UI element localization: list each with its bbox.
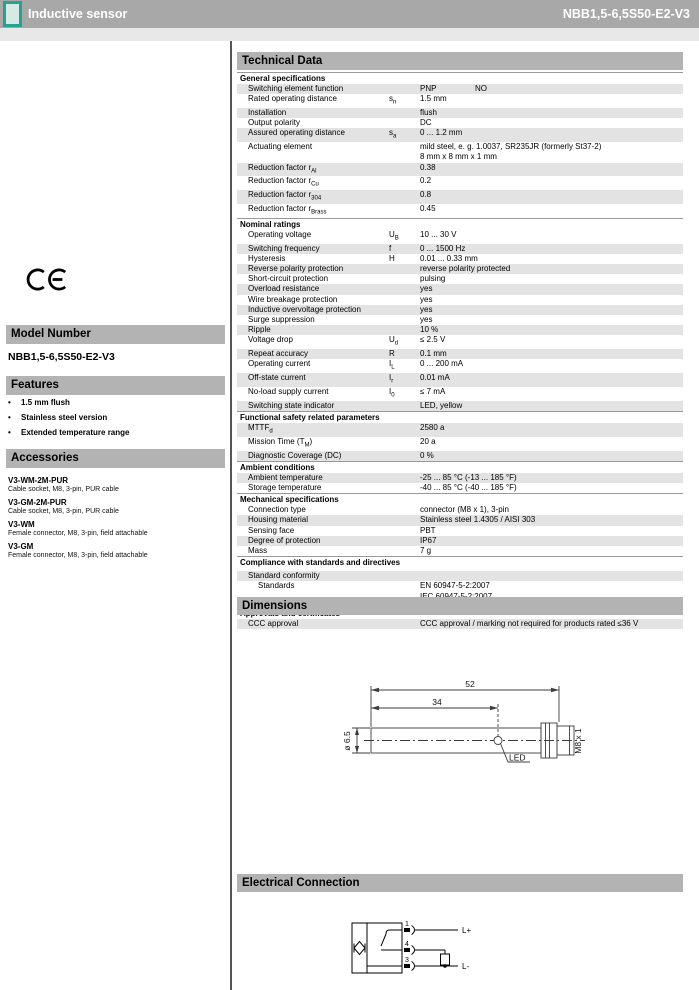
tech-row-label: Rated operating distance: [248, 94, 337, 104]
tech-row-symbol: f: [389, 243, 392, 253]
tech-row: [237, 204, 683, 218]
tech-row-symbol: [389, 295, 420, 305]
dim-led-position-label: 34: [432, 697, 442, 707]
technical-data-table: [237, 72, 683, 629]
tech-row: [237, 335, 683, 349]
tech-row-label: Degree of protection: [248, 535, 321, 545]
tech-row-label: Hysteresis: [248, 253, 286, 263]
tech-row-value: -40 ... 85 °C (-40 ... 185 °F): [420, 483, 517, 493]
tech-row: [237, 163, 683, 177]
tech-row-value: 0.01 ... 0.33 mm: [420, 253, 478, 263]
tech-row-symbol: [389, 108, 420, 118]
tech-row-value: yes: [420, 294, 433, 304]
ce-mark-icon: [26, 266, 66, 298]
dim-total-length-label: 52: [465, 679, 475, 689]
tech-row-symbol: [389, 118, 420, 128]
tech-row-label: Reduction factor $r_{Cu}$: [248, 176, 319, 188]
electrical-connection-section-title: Electrical Connection: [237, 874, 683, 892]
tech-row-label: Storage temperature: [248, 483, 322, 493]
tech-row-label: Voltage drop: [248, 335, 293, 345]
tech-row: [237, 546, 683, 556]
tech-row: [237, 515, 683, 525]
tech-row-value: 0 %: [420, 450, 434, 460]
inductive-sensor-icon: [354, 942, 365, 955]
tech-row-symbol: [389, 401, 420, 411]
tech-row-value: Stainless steel 1.4305 / AISI 303: [420, 515, 536, 525]
tech-row-symbol: $U_d$: [389, 335, 399, 348]
tech-row: [237, 451, 683, 461]
accessory-name: V3-WM: [8, 520, 35, 529]
dimensions-section-title: Dimensions: [237, 597, 683, 615]
feature-item: [8, 413, 223, 422]
led-indicator: [494, 737, 502, 745]
tech-row: [237, 473, 683, 483]
tech-row: [237, 230, 683, 244]
tech-row-value: 0.45: [420, 204, 436, 213]
wiring-diagram: [345, 908, 495, 988]
feature-text: Stainless steel version: [21, 413, 108, 422]
features-list: [8, 398, 223, 443]
tech-row-symbol: [389, 315, 420, 325]
tech-row-label: Switching state indicator: [248, 400, 335, 410]
model-number-section-title: Model Number: [6, 325, 225, 344]
tech-row: [237, 176, 683, 190]
tech-row: [237, 387, 683, 401]
tech-row-label: Standard conformity: [248, 571, 320, 581]
tech-row-label: Actuating element: [248, 142, 313, 152]
tech-section-header: Mechanical specifications: [237, 493, 683, 505]
tech-row-label: Short-circuit protection: [248, 274, 329, 284]
tech-row-value: 10 ... 30 V: [420, 229, 457, 239]
tech-row-value: yes: [420, 284, 433, 294]
tech-row-value: 1.5 mm: [420, 94, 447, 104]
dim-thread-label: M8 x 1: [573, 728, 583, 754]
tech-row-symbol: [389, 505, 420, 515]
accessory-description: Cable socket, M8, 3-pin, PUR cable: [8, 508, 119, 515]
tech-row-label: No-load supply current: [248, 387, 329, 397]
tech-row-symbol: [389, 284, 420, 294]
tech-row: [237, 118, 683, 128]
tech-row-label: Diagnostic Coverage (DC): [248, 450, 342, 460]
tech-row: [237, 526, 683, 536]
pin-4-label: 4: [405, 941, 409, 948]
feature-text: 1.5 mm flush: [21, 398, 70, 407]
tech-row-symbol: $I_L$: [389, 359, 395, 372]
accessory-name: V3-GM-2M-PUR: [8, 498, 67, 507]
tech-row: [237, 108, 683, 118]
tech-row-label: CCC approval: [248, 618, 299, 628]
tech-row-symbol: [389, 437, 420, 451]
tech-row-value: PBT: [420, 525, 436, 535]
feature-item: [8, 428, 223, 437]
model-number-value: NBB1,5-6,5S50-E2-V3: [8, 351, 115, 363]
tech-row: [237, 84, 683, 94]
brand-logo-icon: [3, 1, 22, 27]
tech-row-value: 0.1 mm: [420, 349, 447, 359]
terminal-positive-label: L+: [462, 926, 472, 935]
tech-row-label: Standards: [258, 581, 295, 591]
tech-row-value: pulsing: [420, 274, 446, 284]
tech-row: [237, 244, 683, 254]
tech-row: [237, 325, 683, 335]
tech-row-value-col2: NO: [475, 84, 487, 93]
tech-row-symbol: H: [389, 253, 395, 263]
tech-row-label: Reduction factor $r_{Brass}$: [248, 204, 327, 216]
header-part-number: NBB1,5-6,5S50-E2-V3: [562, 7, 690, 21]
tech-row: [237, 505, 683, 515]
tech-row-label: Ambient temperature: [248, 472, 323, 482]
load-symbol: [441, 954, 450, 965]
tech-row: [237, 483, 683, 493]
tech-row-value: 0 ... 1500 Hz: [420, 243, 466, 253]
tech-row-label: Overload resistance: [248, 284, 320, 294]
tech-section-header: Functional safety related parameters: [237, 411, 683, 423]
tech-row: [237, 315, 683, 325]
tech-row-label: Output polarity: [248, 118, 301, 128]
tech-row-symbol: [389, 473, 420, 483]
tech-row-value: [420, 84, 683, 94]
tech-row: [237, 536, 683, 546]
tech-row-value: ≤ 7 mA: [420, 387, 446, 397]
tech-row-value: 2580 a: [420, 423, 445, 433]
tech-row-value: -25 ... 85 °C (-13 ... 185 °F): [420, 472, 517, 482]
tech-row-value-line: mild steel, e. g. 1.0037, SR235JR (formerly St37-2): [420, 142, 602, 152]
accessory-description: Female connector, M8, 3-pin, field attachable: [8, 552, 148, 559]
pin-3-label: 3: [405, 957, 409, 964]
tech-row-label: Wire breakage protection: [248, 294, 338, 304]
tech-row-symbol: [389, 619, 420, 629]
tech-row-value: DC: [420, 118, 432, 128]
tech-row-symbol: [389, 526, 420, 536]
tech-row: [237, 305, 683, 315]
tech-row-symbol: [389, 423, 420, 437]
tech-row-label: Mass: [248, 546, 268, 556]
tech-row-label: Surge suppression: [248, 315, 315, 325]
tech-row-value: yes: [420, 304, 433, 314]
tech-row-value: 0.01 mA: [420, 373, 450, 383]
feature-text: Extended temperature range: [21, 428, 130, 437]
tech-row-label: Switching frequency: [248, 243, 320, 253]
tech-row: [237, 264, 683, 274]
tech-row-symbol: $I_0$: [389, 387, 395, 399]
tech-row-label: Inductive overvoltage protection: [248, 304, 361, 314]
tech-row-label: Switching element function: [248, 84, 344, 93]
tech-row-symbol: [389, 264, 420, 274]
accessory-description: Cable socket, M8, 3-pin, PUR cable: [8, 486, 119, 493]
tech-row-symbol: [389, 483, 420, 493]
feature-item: [8, 398, 223, 407]
tech-row-value: flush: [420, 108, 437, 117]
tech-row-label: $MTTF_d$: [248, 423, 273, 435]
terminal-negative-label: L-: [462, 962, 470, 971]
tech-row-value: ≤ 2.5 V: [420, 335, 446, 345]
tech-section-header: Nominal ratings: [237, 218, 683, 230]
technical-data-section-title: Technical Data: [237, 52, 683, 70]
tech-row-label: Connection type: [248, 505, 306, 515]
dimension-drawing: [338, 673, 608, 791]
tech-row-label: Assured operating distance: [248, 128, 345, 138]
tech-row-symbol: $U_B$: [389, 229, 399, 242]
tech-row-symbol: $s_a$: [389, 128, 397, 140]
tech-row-value: [420, 571, 683, 581]
tech-row: [237, 359, 683, 373]
tech-row-value-col1: PNP: [420, 84, 437, 93]
tech-row-symbol: [389, 305, 420, 315]
features-section-title: Features: [6, 376, 225, 395]
tech-section-header: Ambient conditions: [237, 461, 683, 473]
tech-row-label: Operating current: [248, 359, 311, 369]
tech-row: [237, 437, 683, 451]
tech-row-value: 0 ... 200 mA: [420, 359, 464, 369]
tech-row: [237, 254, 683, 264]
tech-row-symbol: R: [389, 349, 395, 359]
tech-row-value: 0.2: [420, 176, 432, 186]
tech-row: [237, 94, 683, 108]
tech-row-symbol: [389, 84, 420, 94]
page-title: Inductive sensor: [28, 7, 128, 21]
tech-row-label: Mission Time $(T_M)$: [248, 436, 313, 449]
tech-row-value: [420, 142, 683, 162]
dim-led-label: LED: [509, 752, 526, 763]
tech-row-symbol: [389, 325, 420, 335]
tech-row: [237, 295, 683, 305]
bullet-icon: •: [8, 398, 11, 407]
tech-row: [237, 274, 683, 284]
page-header: [0, 0, 699, 28]
tech-row-label: Off-state current: [248, 373, 306, 383]
accessory-name: V3-GM: [8, 542, 34, 551]
tech-row: [237, 190, 683, 204]
accessories-list: [8, 472, 226, 560]
tech-row-symbol: [389, 515, 420, 525]
tech-row: [237, 619, 683, 629]
header-shadow-band: [0, 28, 699, 41]
tech-row: [237, 401, 683, 411]
dim-diameter-label: ø 6.5: [342, 731, 352, 751]
tech-row-symbol: [389, 142, 420, 162]
tech-row-value: reverse polarity protected: [420, 264, 511, 273]
tech-section-header: General specifications: [237, 72, 683, 84]
tech-row-label: Reduction factor $r_{304}$: [248, 190, 322, 202]
tech-row-symbol: [389, 204, 420, 218]
tech-row-value: 20 a: [420, 436, 436, 446]
tech-section-header: Compliance with standards and directives: [237, 556, 683, 568]
tech-row-symbol: [389, 190, 420, 204]
tech-row-label: Sensing face: [248, 525, 295, 535]
tech-row-value-line: EN 60947-5-2:2007: [420, 581, 490, 591]
tech-row-label: Operating voltage: [248, 229, 312, 239]
tech-row-value: yes: [420, 315, 433, 325]
tech-row-value: 0.38: [420, 162, 436, 172]
tech-row-symbol: [389, 274, 420, 284]
tech-row: [237, 284, 683, 294]
tech-row-label: Housing material: [248, 515, 309, 525]
tech-row-label: Installation: [248, 108, 287, 117]
tech-row-value: LED, yellow: [420, 400, 463, 410]
tech-row: [237, 128, 683, 142]
tech-row-value: CCC approval / marking not required for products rated ≤36 V: [420, 618, 639, 628]
tech-row-value: 10 %: [420, 325, 439, 335]
tech-row-symbol: [389, 546, 420, 556]
tech-row-symbol: $I_r$: [389, 373, 394, 385]
tech-row-label: Reduction factor $r_{Al}$: [248, 162, 317, 175]
accessory-description: Female connector, M8, 3-pin, field attachable: [8, 530, 148, 537]
tech-row-symbol: [389, 571, 420, 581]
tech-row: [237, 423, 683, 437]
bullet-icon: •: [8, 413, 11, 422]
accessories-section-title: Accessories: [6, 449, 225, 468]
tech-row-value: 7 g: [420, 546, 432, 556]
tech-row-symbol: [389, 451, 420, 461]
tech-row-label: Reverse polarity protection: [248, 264, 344, 273]
tech-row-value: connector (M8 x 1), 3-pin: [420, 505, 509, 515]
tech-row-value: 0.8: [420, 190, 432, 200]
tech-row: [237, 142, 683, 162]
tech-row-value-line: 8 mm x 8 mm x 1 mm: [420, 152, 497, 162]
tech-row-label: Repeat accuracy: [248, 349, 309, 359]
tech-row-label: Ripple: [248, 325, 271, 335]
column-divider: [230, 41, 232, 990]
tech-row-symbol: $s_n$: [389, 94, 397, 106]
tech-row: [237, 373, 683, 387]
tech-row-symbol: [389, 536, 420, 546]
tech-row-symbol: [389, 163, 420, 177]
tech-row: [237, 349, 683, 359]
bullet-icon: •: [8, 428, 11, 437]
tech-row-value: IP67: [420, 535, 437, 545]
pin-1-label: 1: [405, 921, 409, 928]
tech-row-symbol: [389, 176, 420, 190]
tech-row: [237, 571, 683, 581]
tech-row-value: 0 ... 1.2 mm: [420, 128, 463, 138]
accessory-name: V3-WM-2M-PUR: [8, 476, 68, 485]
